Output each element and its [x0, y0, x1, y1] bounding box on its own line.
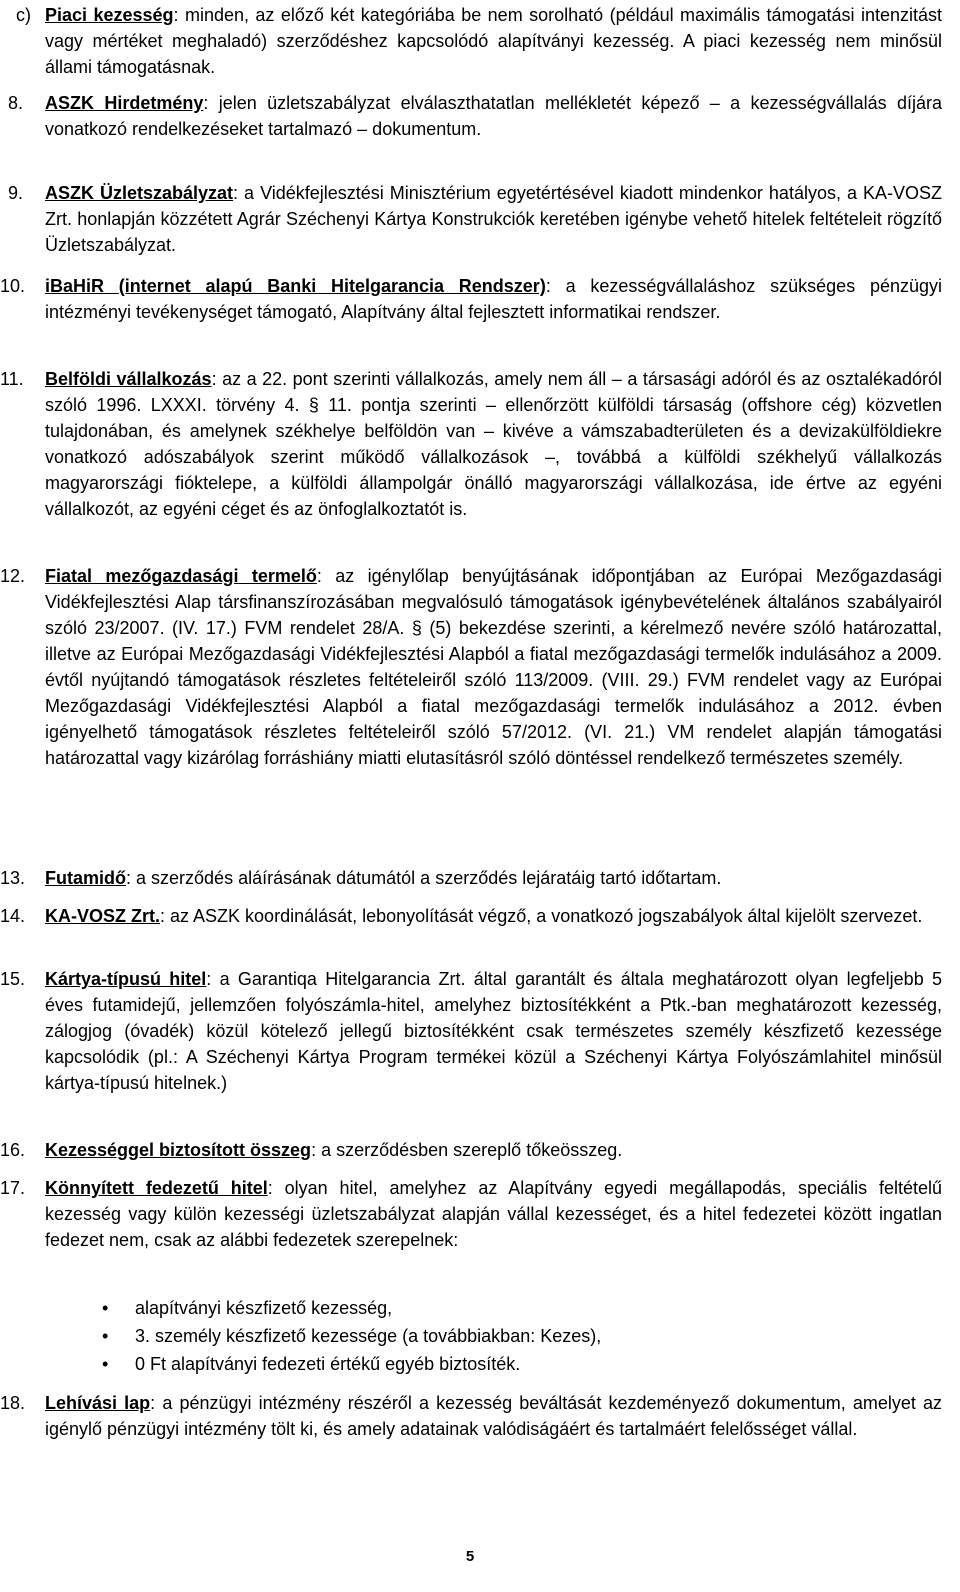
- term-separator: :: [211, 369, 217, 389]
- definition-10: [0, 273, 942, 325]
- bullet-icon: •: [102, 1354, 109, 1374]
- bullet-text: alapítványi készfizető kezesség,: [135, 1298, 393, 1318]
- term: Lehívási lap: [45, 1393, 151, 1413]
- page-number: 5: [465, 1548, 475, 1565]
- term: Belföldi vállalkozás: [45, 369, 212, 389]
- definition-text: minden, az előző két kategóriába be nem sorolható (például maximális támogatási intenzitást vagy mértéket meghaladó) szerződéshez kapcsolódó alapítványi kezesség. A piaci kezesség nem minősül állami támogatásnak.: [45, 5, 942, 77]
- definition-text: jelen üzletszabályzat elválaszthatatlan mellékletét képező – a kezességvállalás díjára vonatkozó rendelkezéseket tartalmazó – dokumentum.: [45, 93, 943, 139]
- definition-12: [0, 563, 942, 771]
- bullet-item: [102, 1351, 521, 1377]
- term: ASZK Hirdetmény: [45, 93, 204, 113]
- definition-text: az a 22. pont szerinti vállalkozás, amely nem áll – a társasági adóról és az osztalékadóról szóló 1996. LXXXI. törvény 4. § 11. pontja szerinti – ellenőrzött külföldi társaság (offshore cég) közvetlen tulajdonában, és amelynek székhelye belföldön van – kivéve a vámszabadterületen és a devizakülföldiekre vonatkozó adószabályok szerint működő vállalkozások –, továbbá a külföldi székhelyű vállalkozás magyarországi fióktelepe, a külföldi állampolgár önálló magyarországi vállalkozása, ide értve az egyéni vállalkozót, az egyéni céget és az önfoglalkoztatót is.: [45, 369, 943, 519]
- term: ASZK Üzletszabályzat: [45, 183, 234, 203]
- item-number: 17.: [0, 1178, 26, 1198]
- term-separator: :: [233, 183, 239, 203]
- item-number: 13.: [0, 868, 26, 888]
- term: Fiatal mezőgazdasági termelő: [45, 566, 317, 586]
- item-number: c): [16, 5, 31, 25]
- definition-13: [0, 865, 942, 891]
- bullet-text: 3. személy készfizető kezessége (a továbbiakban: Kezes),: [135, 1326, 602, 1346]
- definition-15: [0, 966, 942, 1096]
- term: Könnyített fedezetű hitel: [45, 1178, 268, 1198]
- bullet-item: [102, 1323, 602, 1349]
- definition-text: olyan hitel, amelyhez az Alapítvány egyedi megállapodás, speciális feltételű kezesség vagy külön kezességi üzletszabályzat alapján vállal kezességet, és a hitel fedezetei között ingatlan fedezet nem, csak az alábbi fedezetek szerepelnek:: [45, 1178, 943, 1250]
- definition-14: [0, 903, 942, 929]
- item-number: 12.: [0, 566, 26, 586]
- term: Kártya-típusú hitel: [45, 969, 207, 989]
- definition-text: a kezességvállaláshoz szükséges pénzügyi intézményi tevékenységet támogató, Alapítvány által fejlesztett informatikai rendszer.: [45, 276, 942, 322]
- definition-9: [8, 180, 942, 258]
- item-number: 14.: [0, 906, 26, 926]
- definition-text: a pénzügyi intézmény részéről a kezesség beváltását kezdeményező dokumentum, amelyet az igénylő pénzügyi intézmény tölt ki, és amely adatainak valódiságáért és tartalmáért felelősséget vállal.: [45, 1393, 942, 1439]
- term-separator: :: [267, 1178, 273, 1198]
- definition-18: [0, 1390, 942, 1442]
- term-separator: :: [545, 276, 551, 296]
- bullet-item: [102, 1295, 393, 1321]
- term-separator: :: [126, 868, 132, 888]
- definition-text: a szerződésben szereplő tőkeösszeg.: [316, 1140, 623, 1160]
- definition-8: [8, 90, 943, 142]
- term: Futamidő: [45, 868, 126, 888]
- item-number: 18.: [0, 1393, 26, 1413]
- bullet-icon: •: [102, 1298, 109, 1318]
- item-number: 16.: [0, 1140, 26, 1160]
- term-separator: :: [160, 906, 166, 926]
- definition-11: [0, 366, 943, 522]
- definition-text: a Garantiqa Hitelgarancia Zrt. által garantált és általa meghatározott olyan legfeljebb 5 éves futamidejű, jellemzően folyószámla-hitel, amelyhez biztosítékként a Ptk.-ban meghatározott kezesség, zálogjog (óvadék) közül kötelező jellegű biztosítékként csak természetes személy készfizető kezessége kapcsolódik (pl.: A Széchenyi Kártya Program termékei közül a Széchenyi Kártya Folyószámlahitel minősül kártya-típusú hitelnek.): [45, 969, 942, 1093]
- definition-16: [0, 1137, 942, 1163]
- term-separator: :: [311, 1140, 317, 1160]
- definition-text: a Vidékfejlesztési Minisztérium egyetértésével kiadott mindenkor hatályos, a KA-VOSZ Zrt. honlapján közzétett Agrár Széchenyi Kártya Konstrukciók keretében igénybe vehető hitelek feltételeit rögzítő Üzletszabályzat.: [45, 183, 942, 255]
- term-separator: :: [316, 566, 322, 586]
- definition-text: az ASZK koordinálását, lebonyolítását végző, a vonatkozó jogszabályok által kijelölt szervezet.: [165, 906, 923, 926]
- term-separator: :: [150, 1393, 156, 1413]
- term-separator: :: [206, 969, 212, 989]
- term: Kezességgel biztosított összeg: [45, 1140, 312, 1160]
- definition-17: [0, 1175, 943, 1253]
- term-separator: :: [203, 93, 209, 113]
- definition-text: a szerződés aláírásának dátumától a szerződés lejáratáig tartó időtartam.: [131, 868, 722, 888]
- item-number: 15.: [0, 969, 26, 989]
- term: iBaHiR (internet alapú Banki Hitelgarancia Rendszer): [45, 276, 546, 296]
- term: Piaci kezesség: [45, 5, 174, 25]
- definition-c: [16, 2, 942, 80]
- definition-text: az igénylőlap benyújtásának időpontjában az Európai Mezőgazdasági Vidékfejlesztési Alap társfinanszírozásában megvalósuló támogatások igénybevételének általános szabályairól szóló 23/2007. (IV. 17.) FVM rendelet 28/A. § (5) bekezdése szerinti, a kérelmező nevére szóló határozattal, illetve az Európai Mezőgazdasági Vidékfejlesztési Alapból a fiatal mezőgazdasági termelők indulásához a 2009. évtől nyújtandó támogatások részletes feltételeiről szóló 113/2009. (VIII. 29.) FVM rendelet vagy az Európai Mezőgazdasági Vidékfejlesztési Alapból a fiatal mezőgazdasági termelők indulásához a 2012. évben igényelhető támogatások részletes feltételeiről szóló 57/2012. (VI. 21.) VM rendelet alapján támogatási határozattal vagy kizárólag forráshiány miatti elutasításról szóló döntéssel rendelkező természetes személy.: [45, 566, 942, 768]
- item-number: 9.: [8, 183, 24, 203]
- item-number: 8.: [8, 93, 24, 113]
- item-number: 11.: [0, 369, 24, 389]
- item-number: 10.: [0, 276, 26, 296]
- bullet-text: 0 Ft alapítványi fedezeti értékű egyéb biztosíték.: [135, 1354, 521, 1374]
- bullet-icon: •: [102, 1326, 109, 1346]
- term-separator: :: [173, 5, 179, 25]
- term: KA-VOSZ Zrt.: [45, 906, 160, 926]
